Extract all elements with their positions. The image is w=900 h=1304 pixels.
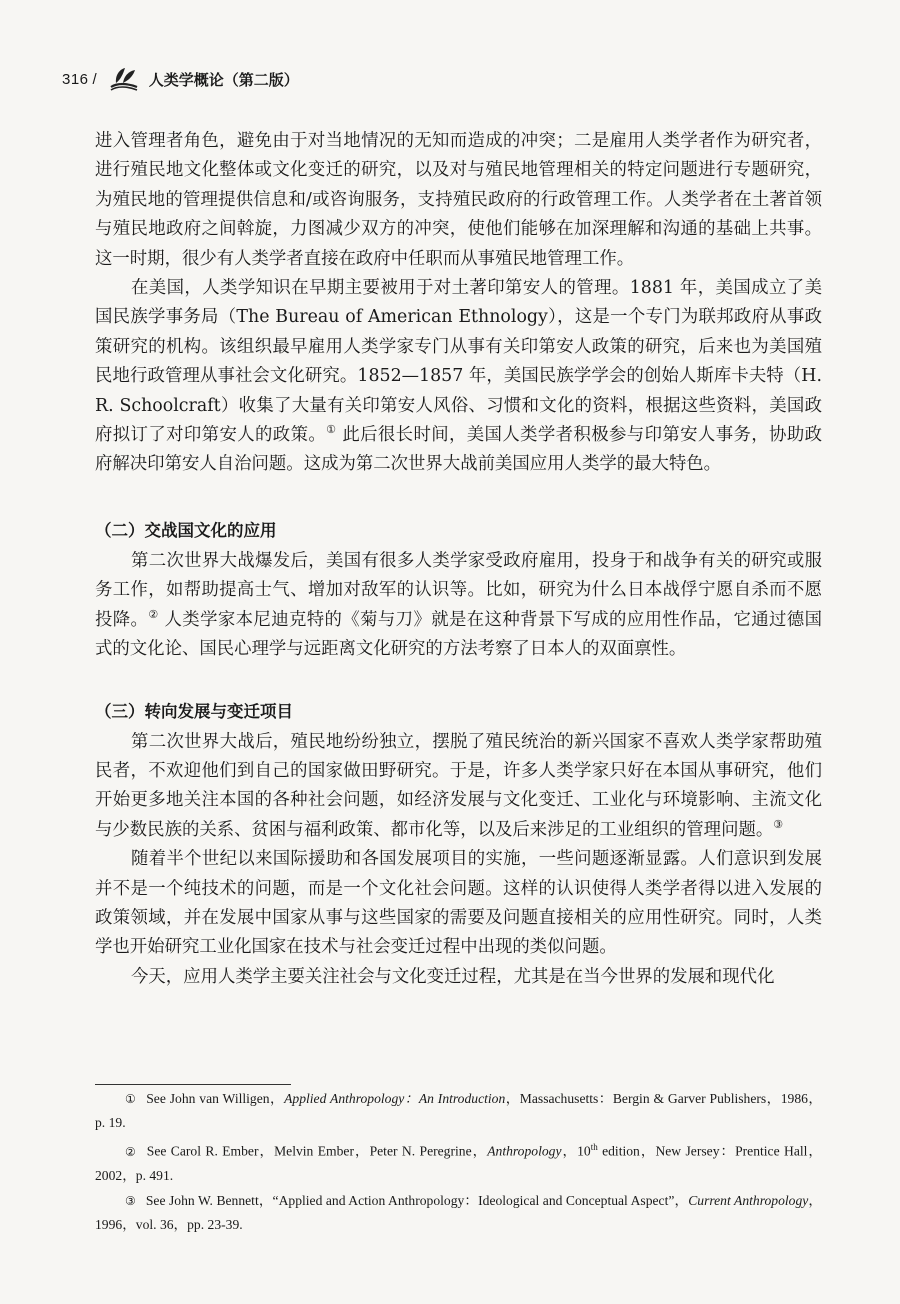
footnotes	[95, 1087, 822, 1238]
section-heading-2: （二）交战国文化的应用	[95, 520, 277, 540]
paragraph-4: 第二次世界大战后，殖民地纷纷独立，摆脱了殖民统治的新兴国家不喜欢人类学家帮助殖民者，不欢迎他们到自己的国家做田野研究。于是，许多人类学家只好在本国从事研究，他们开始更多地关注本国的各种社会问题，如经济发展与文化变迁、工业化与环境影响、主流文化与少数民族的关系、贫困与福利政策、都市化等，以及后来涉足的工业组织的管理问题。③	[95, 731, 822, 840]
book-title: 人类学概论（第二版）	[148, 70, 299, 89]
section-heading-3: （三）转向发展与变迁项目	[95, 701, 293, 721]
paragraph-6: 今天，应用人类学主要关注社会与文化变迁过程，尤其是在当今世界的发展和现代化	[131, 966, 775, 987]
footnote-divider	[95, 1084, 291, 1085]
paragraph-5: 随着半个世纪以来国际援助和各国发展项目的实施，一些问题逐渐显露。人们意识到发展并不是一个纯技术的问题，而是一个文化社会问题。这样的认识使得人类学者得以进入发展的政策领域，并在发展中国家从事与这些国家的需要及问题直接相关的应用性研究。同时，人类学也开始研究工业化国家在技术与社会变迁过程中出现的类似问题。	[95, 849, 822, 958]
main-text	[95, 127, 822, 992]
footnote-ref-3: ③	[773, 818, 784, 831]
footnote-3: ③ See John W. Bennett，“Applied and Action Anthropology：Ideological and Conceptual Aspect”，Current Anthropology，1996，vol. 36，pp. 23-39.	[95, 1192, 822, 1232]
footnote-2: ② See Carol R. Ember，Melvin Ember，Peter N. Peregrine，Anthropology，10th edition，New Jersey：Prentice Hall，2002，p. 491.	[95, 1142, 823, 1183]
footnote-ref-2: ②	[148, 608, 159, 621]
page-number: 316	[62, 70, 89, 88]
footnote-ref-1: ①	[326, 424, 337, 437]
paragraph-2: 在美国，人类学知识在早期主要被用于对土著印第安人的管理。1881 年，美国成立了美国民族学事务局（The Bureau of American Ethnology），这是一个专门为联邦政府从事政策研究的机构。该组织最早雇用人类学家专门从事有关印第安人政策的研究，后来也为美国殖民地行政管理从事社会文化研究。1852—1857 年，美国民族学学会的创始人斯库卡夫特（H. R. Schoolcraft）收集了大量有关印第安人风俗、习惯和文化的资料，根据这些资料，美国政府拟订了对印第安人的政策。① 此后很长时间，美国人类学者积极参与印第安人事务，协助政府解决印第安人自治问题。这成为第二次世界大战前美国应用人类学的最大特色。	[95, 278, 822, 475]
header-separator: /	[92, 70, 97, 88]
paragraph-3: 第二次世界大战爆发后，美国有很多人类学家受政府雇用，投身于和战争有关的研究或服务工作，如帮助提高士气、增加对敌军的认识等。比如，研究为什么日本战俘宁愿自杀而不愿投降。② 人类学家本尼迪克特的《菊与刀》就是在这种背景下写成的应用性作品，它通过德国式的文化论、国民心理学与远距离文化研究的方法考察了日本人的双面禀性。	[95, 550, 822, 660]
paragraph-1: 进入管理者角色，避免由于对当地情况的无知而造成的冲突；二是雇用人类学者作为研究者，进行殖民地文化整体或文化变迁的研究，以及对与殖民地管理相关的特定问题进行专题研究，为殖民地的管理提供信息和/或咨询服务，支持殖民政府的行政管理工作。人类学者在土著首领与殖民地政府之间斡旋，力图减少双方的冲突，使他们能够在加深理解和沟通的基础上共事。这一时期，很少有人类学者直接在政府中任职而从事殖民地管理工作。	[95, 131, 822, 269]
running-header	[62, 64, 299, 94]
leaf-book-logo-icon	[107, 65, 141, 93]
footnote-1: ① See John van Willigen，Applied Anthropology：An Introduction，Massachusetts：Bergin & Garver Publishers，1986，p. 19.	[95, 1091, 822, 1130]
